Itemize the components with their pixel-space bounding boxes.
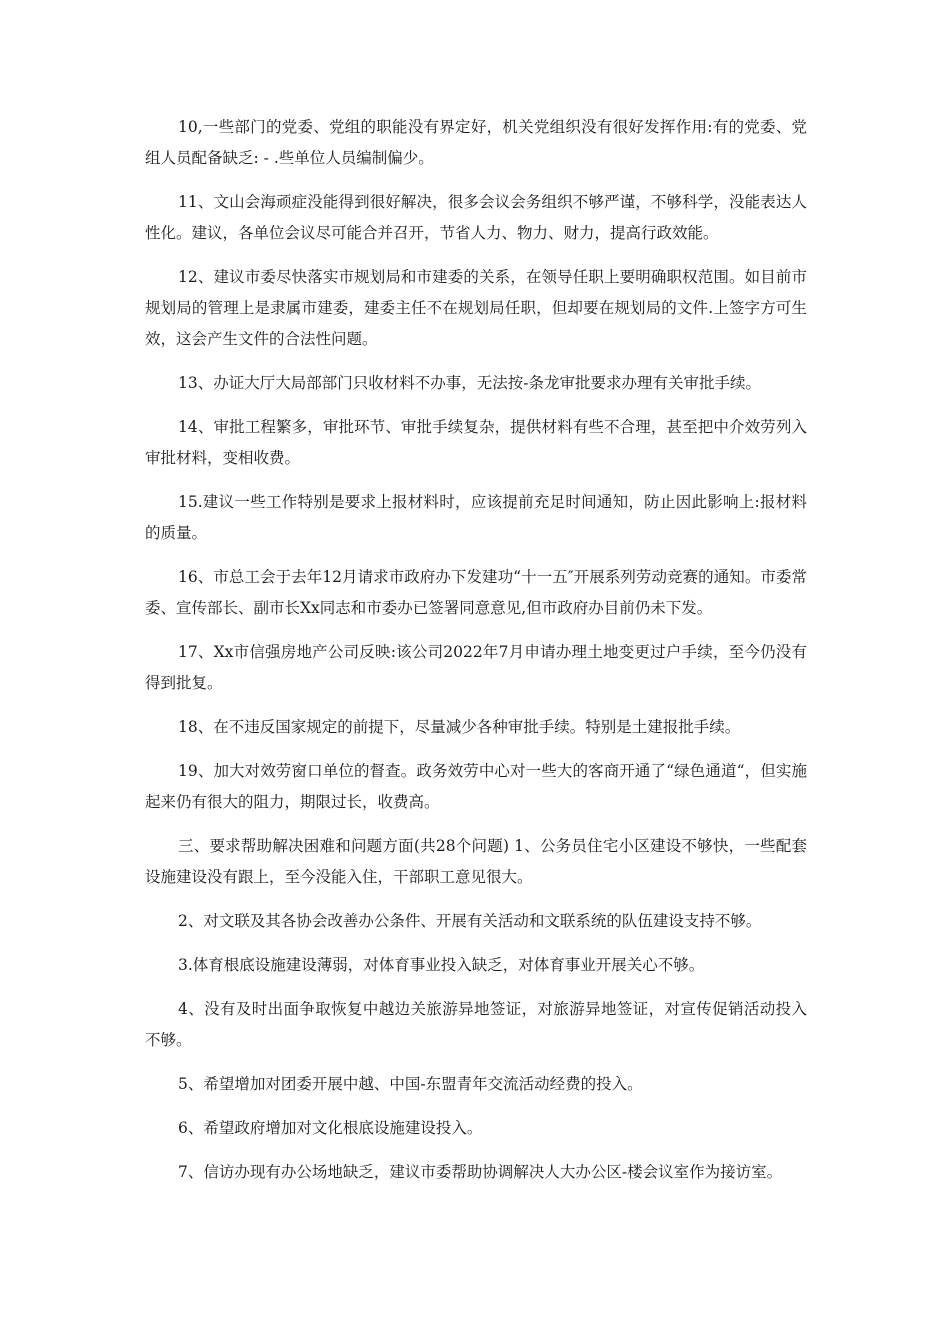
paragraph-19: 19、加大对效劳窗口单位的督查。政务效劳中心对一些大的客商开通了“绿色通道“，但实施起来仍有很大的阻力，期限过长，收费高。 — [145, 762, 807, 811]
paragraph-3-2: 2、对文联及其各协会改善办公条件、开展有关活动和文联系统的队伍建设支持不够。 — [178, 912, 762, 930]
section-three-paragraph: 三、要求帮助解决困难和问题方面(共28个问题) 1、公务员住宅小区建设不够快，一些配套设施建设没有跟上，至今没能入住，干部职工意见很大。 — [145, 837, 807, 886]
paragraph-14: 14、审批工程繁多，审批环节、审批手续复杂，提供材料有些不合理，甚至把中介效劳列入审批材料，变相收费。 — [145, 418, 807, 467]
paragraph-3-4: 4、没有及时出面争取恢复中越边关旅游异地签证，对旅游异地签证，对宣传促销活动投入不够。 — [145, 1000, 807, 1049]
paragraph-11: 11、文山会海顽症没能得到很好解决，很多会议会务组织不够严谨，不够科学，没能表达人性化。建议，各单位会议尽可能合并召开，节省人力、物力、财力，提高行政效能。 — [145, 193, 807, 242]
paragraph-3-7: 7、信访办现有办公场地缺乏，建议市委帮助协调解决人大办公区-楼会议室作为接访室。 — [178, 1163, 783, 1181]
paragraph-13: 13、办证大厅大局部部门只收材料不办事，无法按-条龙审批要求办理有关审批手续。 — [178, 374, 761, 392]
paragraph-12: 12、建议市委尽快落实市规划局和市建委的关系，在领导任职上要明确职权范围。如目前市规划局的管理上是隶属市建委，建委主任不在规划局任职，但却要在规划局的文件.上签字方可生效，这会产生文件的合法性问题。 — [145, 268, 807, 348]
paragraph-16: 16、市总工会于去年12月请求市政府办下发建功“十一五″开展系列劳动竞赛的通知。市委常委、宣传部长、副市长Xx同志和市委办已签署同意意见,但市政府办目前仍未下发。 — [145, 568, 807, 617]
paragraph-3-6: 6、希望政府增加对文化根底设施建设投入。 — [178, 1119, 483, 1137]
paragraph-3-3: 3.体育根底设施建设薄弱，对体育事业投入缺乏，对体育事业开展关心不够。 — [178, 956, 705, 974]
paragraph-18: 18、在不违反国家规定的前提下，尽量减少各种审批手续。特别是土建报批手续。 — [178, 718, 741, 736]
paragraph-10: 10,一些部门的党委、党组的职能没有界定好，机关党组织没有很好发挥作用:有的党委、党组人员配备缺乏: - .些单位人员编制偏少。 — [145, 118, 807, 167]
paragraph-15: 15.建议一些工作特别是要求上报材料时，应该提前充足时间通知，防止因此影响上:报材料的质量。 — [145, 493, 807, 542]
paragraph-17: 17、Xx市信强房地产公司反映:该公司2022年7月申请办理土地变更过户手续，至今仍没有得到批复。 — [145, 643, 807, 692]
paragraph-3-5: 5、希望增加对团委开展中越、中国-东盟青年交流活动经费的投入。 — [178, 1075, 643, 1093]
